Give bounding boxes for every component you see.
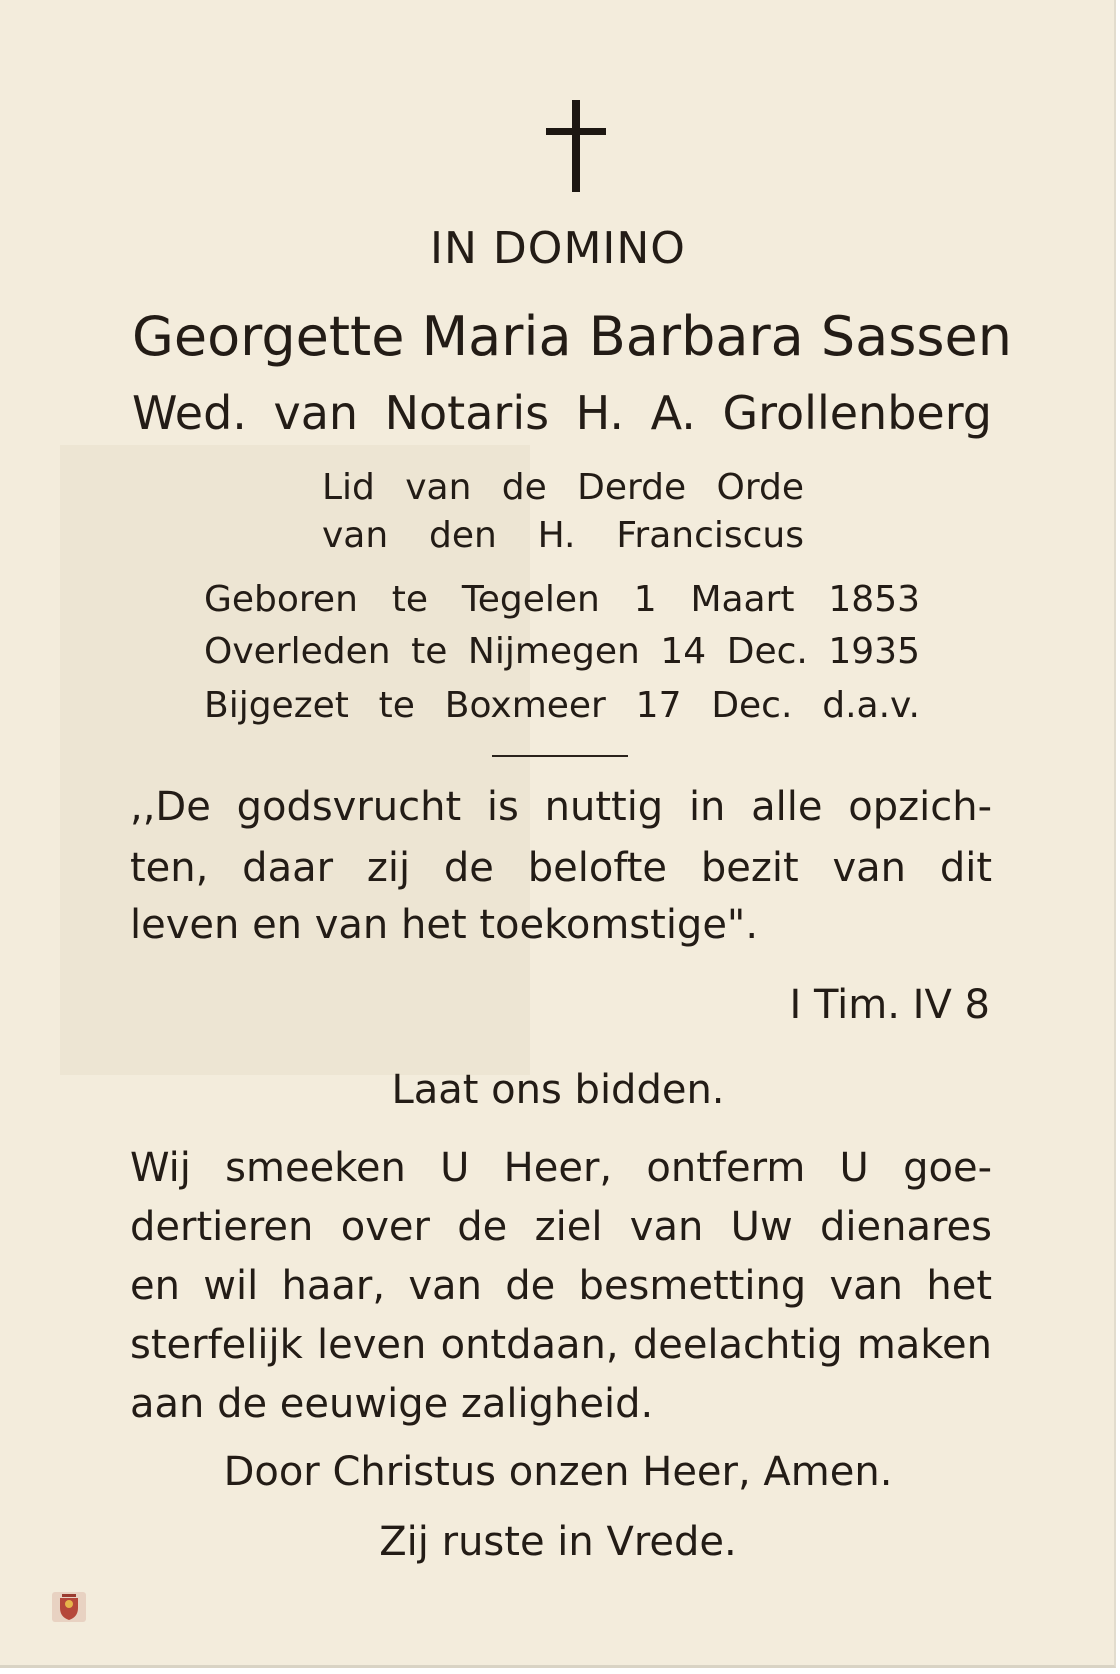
quote-line: ten, daar zij de belofte bezit van dit xyxy=(130,845,992,891)
closing-line: Door Christus onzen Heer, Amen. xyxy=(223,1449,893,1495)
coat-of-arms-icon xyxy=(50,1588,88,1626)
prayer-line: sterfelijk leven ontdaan, deelachtig maken xyxy=(130,1322,992,1368)
burial-line: Bijgezet te Boxmeer 17 Dec. d.a.v. xyxy=(204,685,920,726)
prayer-line: en wil haar, van de besmetting van het xyxy=(130,1263,992,1309)
quote-reference: I Tim. IV 8 xyxy=(789,982,990,1028)
prayer-line: Wij smeeken U Heer, ontferm U goe- xyxy=(130,1145,992,1191)
divider xyxy=(492,755,628,757)
prayer-line: aan de eeuwige zaligheid. xyxy=(130,1381,654,1427)
order-line-2: van den H. Franciscus xyxy=(322,515,804,556)
deceased-name: Georgette Maria Barbara Sassen xyxy=(132,305,1012,368)
quote-line: leven en van het toekomstige". xyxy=(130,902,759,948)
prayer-line: dertieren over de ziel van Uw dienares xyxy=(130,1204,992,1250)
death-line: Overleden te Nijmegen 14 Dec. 1935 xyxy=(204,631,920,672)
heading: IN DOMINO xyxy=(430,223,686,274)
order-line-1: Lid van de Derde Orde xyxy=(322,467,804,508)
birth-line: Geboren te Tegelen 1 Maart 1853 xyxy=(204,579,920,620)
widow-of: Wed. van Notaris H. A. Grollenberg xyxy=(132,386,992,440)
cross-icon xyxy=(546,100,606,192)
quote-line: ,,De godsvrucht is nuttig in alle opzich- xyxy=(130,784,992,830)
rest-in-peace: Zij ruste in Vrede. xyxy=(379,1519,737,1565)
prayer-title: Laat ons bidden. xyxy=(391,1067,725,1113)
